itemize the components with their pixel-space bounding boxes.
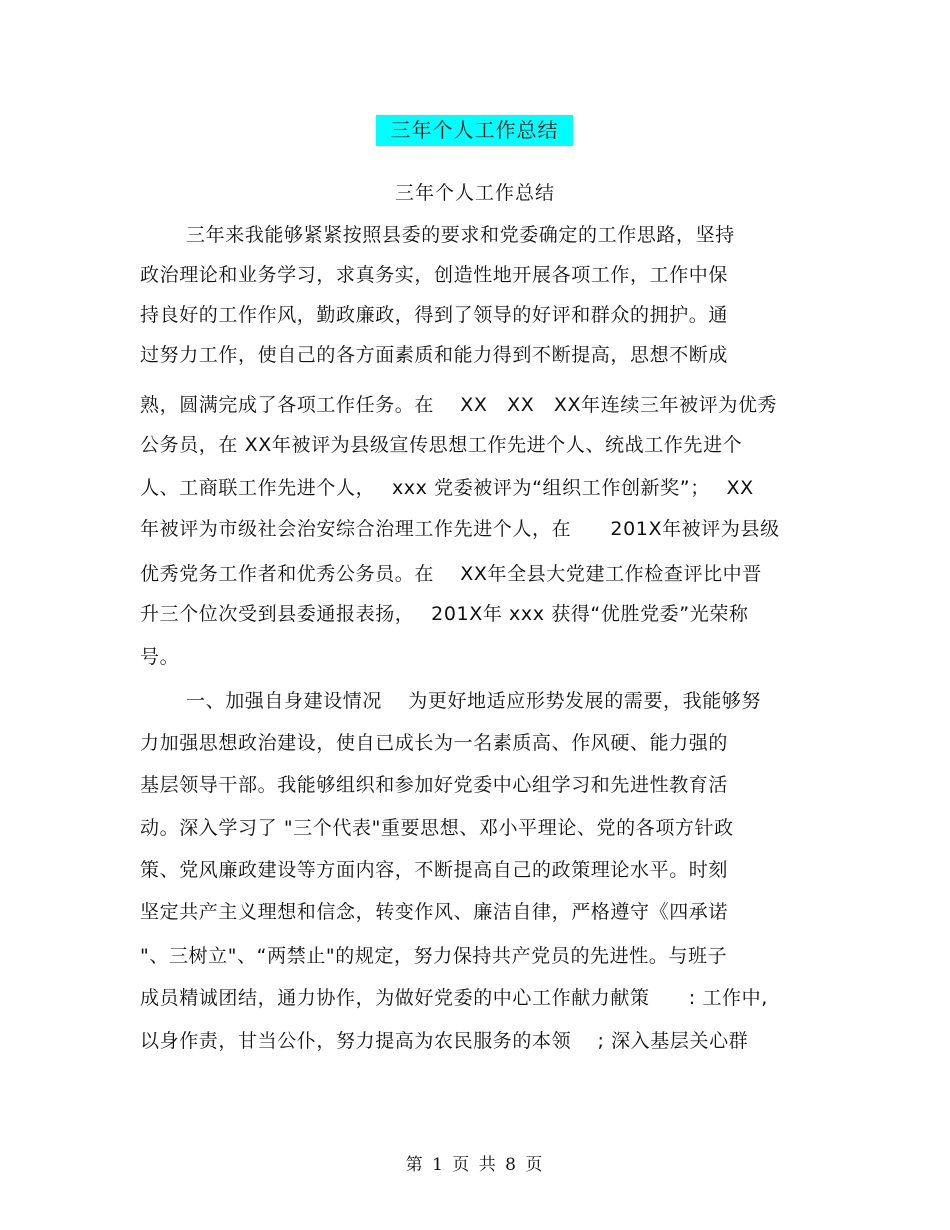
paragraph-line: 政治理论和业务学习，求真务实，创造性地开展各项工作，工作中保 xyxy=(140,264,729,286)
document-subtitle: 三年个人工作总结 xyxy=(394,182,555,204)
paragraph-line: 成员精诚团结，通力协作，为做好党委的中心工作献力献策 : 工作中, xyxy=(140,987,768,1009)
paragraph-line: 力加强思想政治建设，使自已成长为一名素质高、作风硬、能力强的 xyxy=(140,732,729,754)
paragraph-line: 动。深入学习了 "三个代表"重要思想、邓小平理论、党的各项方针政 xyxy=(140,817,734,839)
paragraph-line: 坚定共产主义理想和信念，转变作风、廉洁自律，严格遵守《四承诺 xyxy=(140,901,729,923)
paragraph-line: 一、加强自身建设情况 为更好地适应形势发展的需要，我能够努 xyxy=(186,690,762,712)
paragraph-line: 号。 xyxy=(140,646,180,668)
paragraph-line: 过努力工作，使自己的各方面素质和能力得到不断提高，思想不断成 xyxy=(140,344,729,366)
paragraph-line: 熟，圆满完成了各项工作任务。在 XX XX XX年连续三年被评为优秀 xyxy=(140,394,778,416)
paragraph-line: 人、工商联工作先进个人， xxx 党委被评为“组织工作创新奖”； XX xyxy=(140,477,754,499)
paragraph-line: "、三树立"、“两禁止"的规定，努力保持共产党员的先进性。与班子 xyxy=(140,945,728,967)
paragraph-line: 升三个位次受到县委通报表扬， 201X年 xxx 获得“优胜党委”光荣称 xyxy=(140,603,749,625)
paragraph-line: 三年来我能够紧紧按照县委的要求和党委确定的工作思路，坚持 xyxy=(186,224,735,246)
paragraph-line: 基层领导干部。我能够组织和参加好党委中心组学习和先进性教育活 xyxy=(140,774,729,796)
paragraph-line: 以身作责，甘当公仆，努力提高为农民服务的本领 ; 深入基层关心群 xyxy=(140,1030,749,1052)
paragraph-line: 公务员，在 XX年被评为县级宣传思想工作先进个人、统战工作先进个 xyxy=(140,434,743,456)
page-footer: 第 1 页 共 8 页 xyxy=(405,1155,545,1175)
paragraph-line: 优秀党务工作者和优秀公务员。在 XX年全县大党建工作检查评比中晋 xyxy=(140,563,762,585)
paragraph-line: 策、党风廉政建设等方面内容，不断提高自己的政策理论水平。时刻 xyxy=(140,859,729,881)
document-title: 三年个人工作总结 xyxy=(376,115,573,146)
paragraph-line: 年被评为市级社会治安综合治理工作先进个人，在 201X年被评为县级 xyxy=(140,518,780,540)
paragraph-line: 持良好的工作作风，勤政廉政，得到了领导的好评和群众的拥护。通 xyxy=(140,304,729,326)
